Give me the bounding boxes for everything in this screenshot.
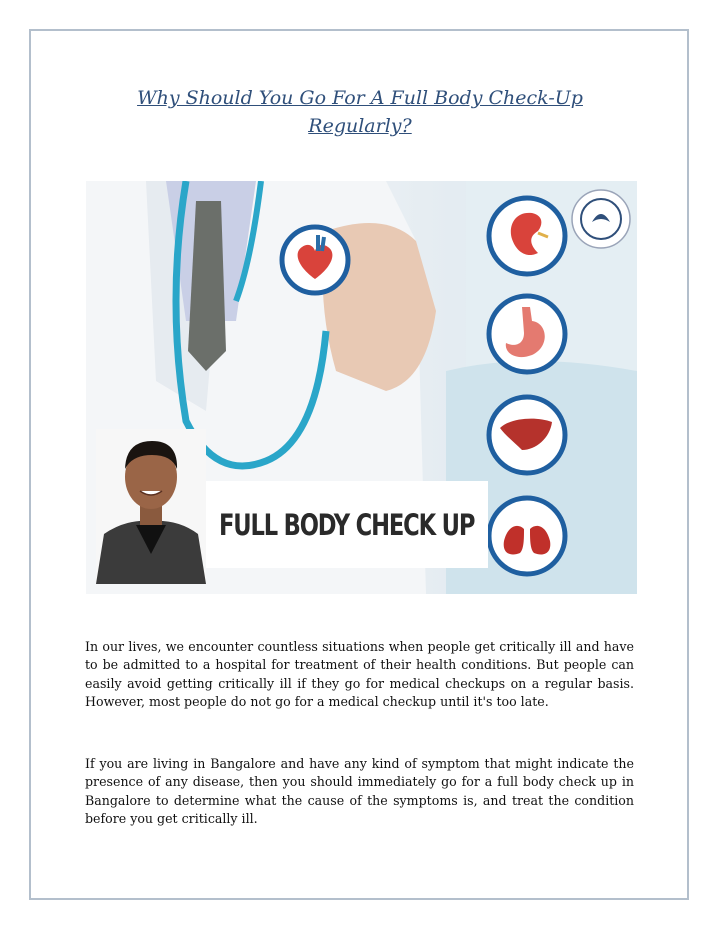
stomach-icon xyxy=(484,291,570,377)
banner-text: FULL BODY CHECK UP xyxy=(219,507,475,542)
kidney-icon xyxy=(484,193,570,279)
banner xyxy=(206,481,488,568)
paragraph-bangalore: If you are living in Bangalore and have any kind of symptom that might indicate the presence of any disease, then you should immediately go for a full body check up in Bangalore to determine what the cause of the symptoms is, and treat the condition before you get critically ill. xyxy=(85,756,634,826)
liver-icon xyxy=(484,392,570,478)
hero-image xyxy=(86,181,637,594)
page-title[interactable]: Why Should You Go For A Full Body Check-Up Regularly? xyxy=(137,87,583,137)
person-photo xyxy=(96,429,206,584)
paragraph-intro: In our lives, we encounter countless situations when people get critically ill and have to be admitted to a hospital for treatment of their health conditions. But people can easily avoid getting critically ill if they go for medical checkups on a regular basis. However, most people do not go for a medical checkup until it's too late. xyxy=(85,639,634,709)
lungs-icon xyxy=(484,493,570,579)
heart-icon xyxy=(278,223,352,297)
seal-logo-icon xyxy=(570,188,632,250)
